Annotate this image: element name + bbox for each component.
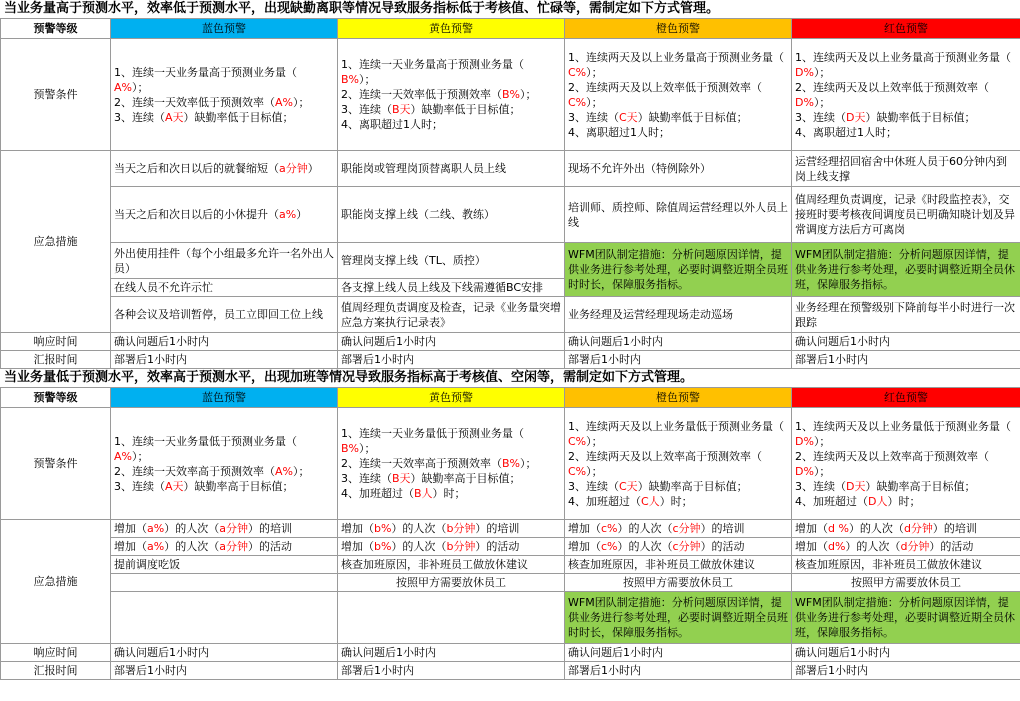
measure-blue-pendant: 外出使用挂件（每个小组最多允许一名外出人员） (111, 243, 338, 279)
measure-yellow-activity: 增加（b%）的人次（b分钟）的活动 (338, 538, 565, 556)
condition-label: 预警条件 (1, 408, 111, 520)
measure-yellow-replace: 职能岗或管理岗顶替离职人员上线 (338, 151, 565, 187)
condition-label: 预警条件 (1, 39, 111, 151)
condition-row (1, 39, 1020, 151)
measure-red-activity: 增加（d%）的人次（d分钟）的活动 (792, 538, 1020, 556)
condition-orange: 1、连续两天及以上业务量高于预测业务量（ C%）； 2、连续两天及以上效率低于预测效率（ C%）； 3、连续（C天）缺勤率低于目标值； 4、离职超过1人时； (565, 39, 792, 151)
measure-blue-meal: 当天之后和次日以后的就餐缩短（a分钟） (111, 151, 338, 187)
measure-row (1, 574, 1020, 592)
header-orange: 橙色预警 (565, 388, 792, 408)
measure-yellow-record: 值周经理负责调度及检查，记录《业务量突增应急方案执行记录表》 (338, 297, 565, 333)
section2-table (0, 387, 1020, 680)
measure-row (1, 243, 1020, 279)
section1-table (0, 18, 1020, 369)
measure-row (1, 520, 1020, 538)
report-red: 部署后1小时内 (792, 351, 1020, 369)
header-red: 红色预警 (792, 19, 1020, 39)
section2-title: 当业务量低于预测水平，效率高于预测水平，出现加班等情况导致服务指标高于考核值、空闲等，需制定如下方式管理。 (4, 370, 694, 385)
response-red: 确认问题后1小时内 (792, 333, 1020, 351)
measure-orange-training: 增加（c%）的人次（c分钟）的培训 (565, 520, 792, 538)
header-yellow: 黄色预警 (338, 19, 565, 39)
report-label: 汇报时间 (1, 662, 111, 680)
measure-blue-meal: 提前调度吃饭 (111, 556, 338, 574)
measure-blue-nobusy: 在线人员不允许示忙 (111, 279, 338, 297)
measure-orange-leave: 按照甲方需要放休员工 (565, 574, 792, 592)
measure-orange-wfm: WFM团队制定措施：分析问题原因详情，提供业务进行参考处理，必要时调整近期全员班时时长，保障服务指标。 (565, 243, 792, 297)
condition-orange: 1、连续两天及以上业务量低于预测业务量（ C%）； 2、连续两天及以上效率高于预测效率（ C%）； 3、连续（C天）缺勤率高于目标值； 4、加班超过（C人）时； (565, 408, 792, 520)
report-red: 部署后1小时内 (792, 662, 1020, 680)
measure-yellow-bc: 各支撑上线人员上线及下线需遵循BC安排 (338, 279, 565, 297)
measure-yellow-overtime: 核查加班原因，非补班员工做放休建议 (338, 556, 565, 574)
report-yellow: 部署后1小时内 (338, 351, 565, 369)
header-yellow: 黄色预警 (338, 388, 565, 408)
condition-red: 1、连续两天及以上业务量高于预测业务量（ D%）； 2、连续两天及以上效率低于预测效率（ D%）； 3、连续（D天）缺勤率低于目标值； 4、离职超过1人时； (792, 39, 1020, 151)
measure-red-recall: 运营经理招回宿舍中休班人员于60分钟内到岗上线支撑 (792, 151, 1020, 187)
report-blue: 部署后1小时内 (111, 662, 338, 680)
measure-blue-training: 增加（a%）的人次（a分钟）的培训 (111, 520, 338, 538)
report-yellow: 部署后1小时内 (338, 662, 565, 680)
measure-red-track: 业务经理在预警级别下降前每半小时进行一次跟踪 (792, 297, 1020, 333)
measure-yellow-mgmt: 管理岗支撑上线（TL、质控） (338, 243, 565, 279)
measure-orange-patrol: 业务经理及运营经理现场走动巡场 (565, 297, 792, 333)
measure-red-wfm: WFM团队制定措施：分析问题原因详情，提供业务进行参考处理，必要时调整近期全员休班，保障服务指标。 (792, 243, 1020, 297)
measure-row (1, 538, 1020, 556)
response-yellow: 确认问题后1小时内 (338, 644, 565, 662)
measure-row (1, 556, 1020, 574)
measure-orange-activity: 增加（c%）的人次（c分钟）的活动 (565, 538, 792, 556)
measures-label: 应急措施 (1, 520, 111, 644)
condition-row (1, 408, 1020, 520)
report-blue: 部署后1小时内 (111, 351, 338, 369)
response-label: 响应时间 (1, 333, 111, 351)
header-blue: 蓝色预警 (111, 19, 338, 39)
measure-red-leave: 按照甲方需要放休员工 (792, 574, 1020, 592)
report-orange: 部署后1小时内 (565, 351, 792, 369)
header-red: 红色预警 (792, 388, 1020, 408)
measure-yellow-training: 增加（b%）的人次（b分钟）的培训 (338, 520, 565, 538)
header-row (1, 388, 1020, 408)
measures-label: 应急措施 (1, 151, 111, 333)
report-row (1, 662, 1020, 680)
measure-orange-overtime: 核查加班原因，非补班员工做放休建议 (565, 556, 792, 574)
response-yellow: 确认问题后1小时内 (338, 333, 565, 351)
measure-red-dispatch: 值周经理负责调度，记录《时段监控表》，交接班时要考核夜间调度员已明确知晓计划及异常调度方法后方可离岗 (792, 187, 1020, 243)
measure-yellow-support: 职能岗支撑上线（二线、教练） (338, 187, 565, 243)
measure-blue-break: 当天之后和次日以后的小休提升（a%） (111, 187, 338, 243)
measure-row (1, 297, 1020, 333)
section1-title: 当业务量高于预测水平，效率低于预测水平，出现缺勤离职等情况导致服务指标低于考核值、忙碌等，需制定如下方式管理。 (4, 1, 720, 16)
measure-red-overtime: 核查加班原因，非补班员工做放休建议 (792, 556, 1020, 574)
measure-row (1, 151, 1020, 187)
header-row (1, 19, 1020, 39)
measure-blue-empty (111, 592, 338, 644)
response-label: 响应时间 (1, 644, 111, 662)
response-blue: 确认问题后1小时内 (111, 644, 338, 662)
measure-orange-wfm: WFM团队制定措施：分析问题原因详情，提供业务进行参考处理，必要时调整近期全员班时时长，保障服务指标。 (565, 592, 792, 644)
header-blue: 蓝色预警 (111, 388, 338, 408)
measure-row (1, 592, 1020, 644)
condition-blue: 1、连续一天业务量低于预测业务量（ A%）； 2、连续一天效率高于预测效率（A%）； 3、连续（A天）缺勤率高于目标值； (111, 408, 338, 520)
report-label: 汇报时间 (1, 351, 111, 369)
report-row (1, 351, 1020, 369)
condition-red: 1、连续两天及以上业务量低于预测业务量（ D%）； 2、连续两天及以上效率高于预测效率（ D%）； 3、连续（D天）缺勤率高于目标值； 4、加班超过（D人）时； (792, 408, 1020, 520)
condition-blue: 1、连续一天业务量高于预测业务量（ A%）； 2、连续一天效率低于预测效率（A%）； 3、连续（A天）缺勤率低于目标值； (111, 39, 338, 151)
response-red: 确认问题后1小时内 (792, 644, 1020, 662)
header-level: 预警等级 (1, 388, 111, 408)
measure-orange-trainers: 培训师、质控师、除值周运营经理以外人员上线 (565, 187, 792, 243)
condition-yellow: 1、连续一天业务量高于预测业务量（ B%）； 2、连续一天效率低于预测效率（B%）； 3、连续（B天）缺勤率低于目标值； 4、离职超过1人时； (338, 39, 565, 151)
measure-blue-activity: 增加（a%）的人次（a分钟）的活动 (111, 538, 338, 556)
header-level: 预警等级 (1, 19, 111, 39)
measure-blue-meetings: 各种会议及培训暂停，员工立即回工位上线 (111, 297, 338, 333)
response-orange: 确认问题后1小时内 (565, 644, 792, 662)
measure-yellow-empty (338, 592, 565, 644)
response-blue: 确认问题后1小时内 (111, 333, 338, 351)
condition-yellow: 1、连续一天业务量低于预测业务量（ B%）； 2、连续一天效率高于预测效率（B%）； 3、连续（B天）缺勤率高于目标值； 4、加班超过（B人）时； (338, 408, 565, 520)
measure-blue-empty (111, 574, 338, 592)
measure-row (1, 187, 1020, 243)
response-row (1, 644, 1020, 662)
measure-yellow-leave: 按照甲方需要放休员工 (338, 574, 565, 592)
measure-orange-nogo: 现场不允许外出（特例除外） (565, 151, 792, 187)
header-orange: 橙色预警 (565, 19, 792, 39)
measure-red-training: 增加（d %）的人次（d分钟）的培训 (792, 520, 1020, 538)
report-orange: 部署后1小时内 (565, 662, 792, 680)
measure-red-wfm: WFM团队制定措施：分析问题原因详情，提供业务进行参考处理，必要时调整近期全员休班，保障服务指标。 (792, 592, 1020, 644)
response-orange: 确认问题后1小时内 (565, 333, 792, 351)
response-row (1, 333, 1020, 351)
